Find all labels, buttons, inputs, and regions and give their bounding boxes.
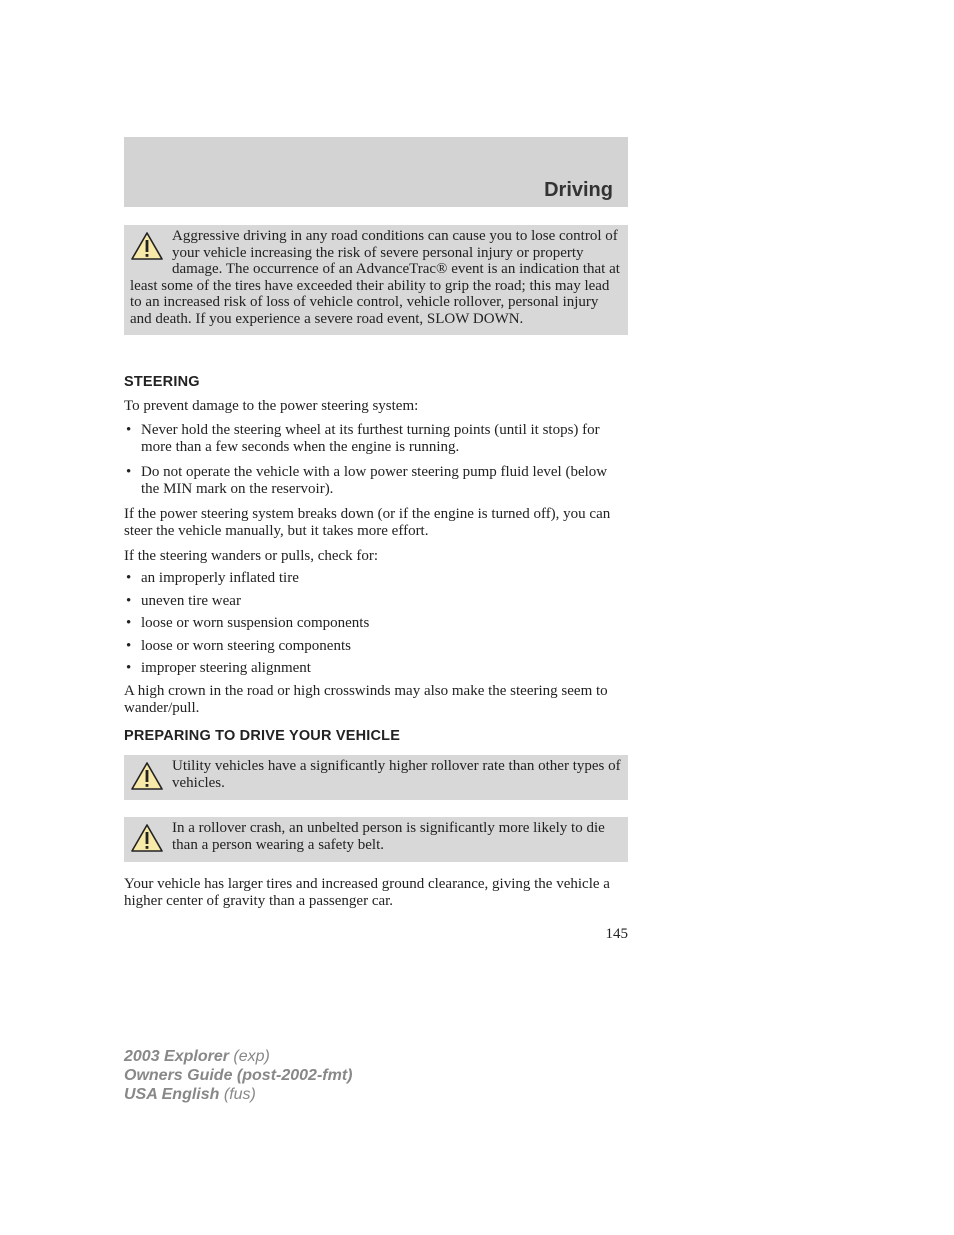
warning-triangle-icon xyxy=(130,761,164,791)
steering-paragraph: A high crown in the road or high crosswinds may also make the steering seem to wander/pull. xyxy=(124,683,608,716)
page-number: 145 xyxy=(605,926,628,942)
warning-text: Utility vehicles have a significantly higher rollover rate than other types of vehicles. xyxy=(172,758,621,791)
preparing-paragraph: Your vehicle has larger tires and increased ground clearance, giving the vehicle a higher center of gravity than a passenger car. xyxy=(124,876,610,909)
warning-triangle-icon xyxy=(130,823,164,853)
warning-box xyxy=(124,225,628,335)
warning-box xyxy=(124,817,628,862)
footer-line: Owners Guide (post-2002-fmt) xyxy=(124,1067,353,1084)
section-title: Driving xyxy=(544,179,613,201)
list-item: • Do not operate the vehicle with a low power steering pump fluid level (below the MIN mark on the reservoir). xyxy=(126,464,608,497)
warning-box xyxy=(124,755,628,800)
list-item: • improper steering alignment xyxy=(126,660,311,676)
document-footer xyxy=(124,1047,352,1104)
list-item: • loose or worn suspension components xyxy=(126,615,370,631)
list-item: • loose or worn steering components xyxy=(126,638,351,654)
list-item: • an improperly inflated tire xyxy=(126,570,299,586)
footer-line: USA English (fus) xyxy=(124,1086,256,1103)
footer-line: 2003 Explorer (exp) xyxy=(124,1048,270,1065)
warning-triangle-icon xyxy=(130,231,164,261)
steering-intro: To prevent damage to the power steering system: xyxy=(124,398,419,414)
steering-paragraph: If the power steering system breaks down (or if the engine is turned off), you can steer the vehicle manually, but it takes more effort. xyxy=(124,506,611,539)
preparing-heading: PREPARING TO DRIVE YOUR VEHICLE xyxy=(124,728,401,744)
warning-text: In a rollover crash, an unbelted person is significantly more likely to die than a person wearing a safety belt. xyxy=(172,820,605,853)
list-item: • Never hold the steering wheel at its furthest turning points (until it stops) for more than a few seconds when the engine is running. xyxy=(126,422,600,455)
steering-paragraph: If the steering wanders or pulls, check for: xyxy=(124,548,379,564)
list-item: • uneven tire wear xyxy=(126,593,241,609)
steering-heading: STEERING xyxy=(124,374,200,390)
warning-text: Aggressive driving in any road conditions can cause you to lose control of your vehicle increasing the risk of severe personal injury or property damage. The occurrence of an AdvanceTrac® event is an indication that at least some of the tires have exceeded their ability to grip the road; this may lead to an increased risk of loss of vehicle control, vehicle rollover, personal injury and death. If you experience a severe road event, SLOW DOWN. xyxy=(130,228,620,327)
section-header-band xyxy=(124,137,628,207)
